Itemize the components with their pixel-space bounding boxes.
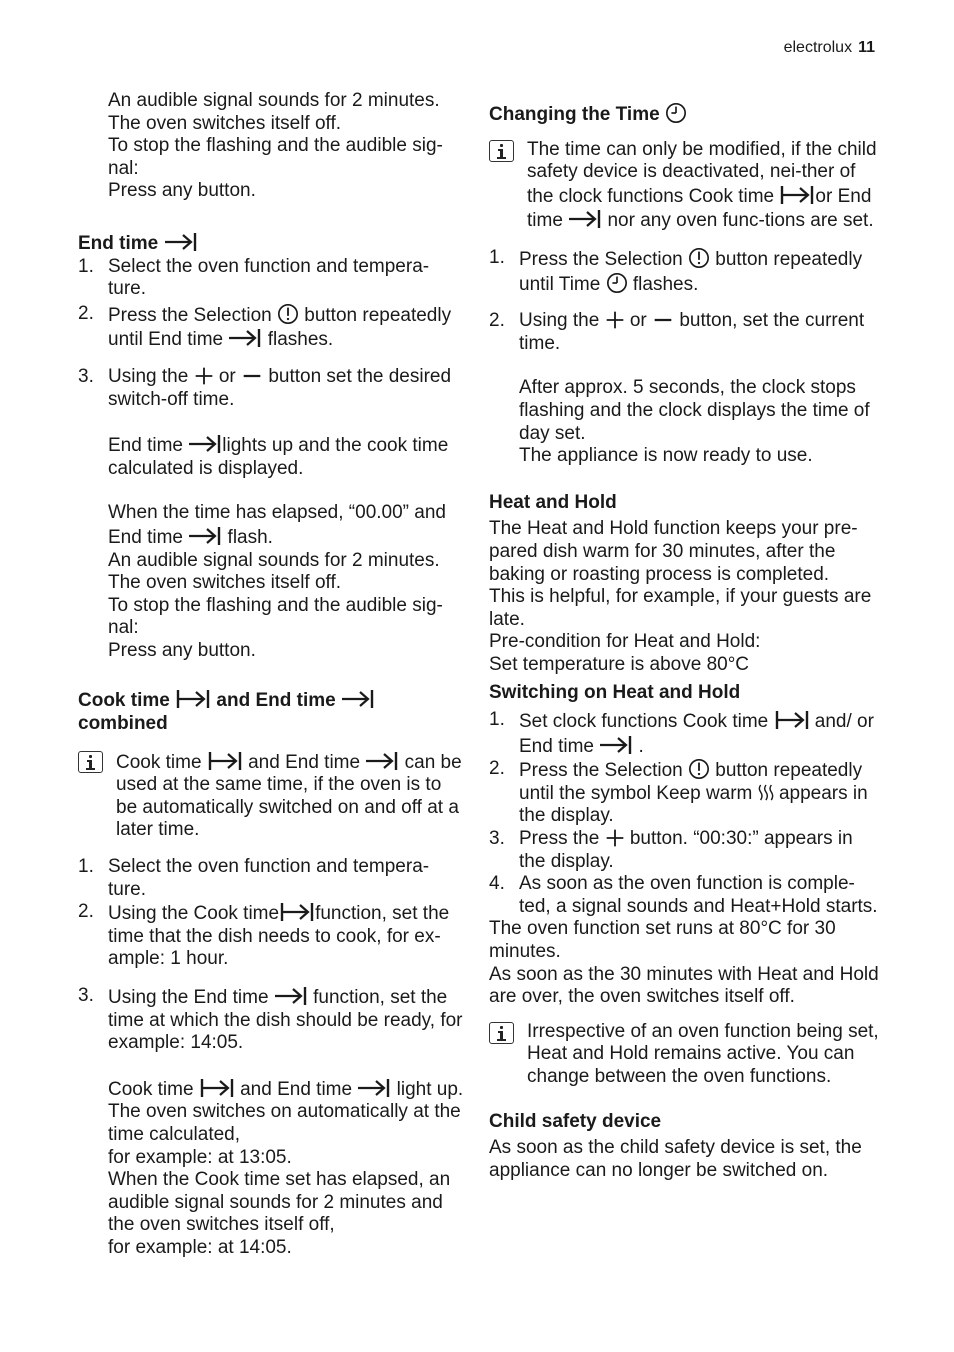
list-item: 2. Press the Selection button repeatedly until End time flashes. [78,302,452,351]
selection-icon [277,303,299,325]
cook-time-icon [774,709,810,731]
info-note: Irrespective of an oven function being set, Heat and Hold remains active. You can change between the oven functions. [489,1021,879,1089]
list-item: 2. Using the Cook time function, set the time that the dish needs to cook, for ex-ample: 1 hour. [78,901,450,970]
list-item: 4. As soon as the oven function is comple-ted, a signal sounds and Heat+Hold starts. [489,873,878,917]
list-item: 1. Select the oven function and tempera-ture. [78,856,430,900]
paragraph: An audible signal sounds for 2 minutes. [108,549,440,571]
section-heading-switching: Switching on Heat and Hold [489,682,741,704]
clock-icon [665,102,687,124]
brand-name: electrolux [783,39,853,56]
end-time-icon [188,525,222,547]
section-heading-end-time: End time [78,231,466,256]
minus-icon [241,366,263,386]
info-note: Cook time and End time can be used at the same time, if the oven is to be automatically switched on and off at a later time. [78,750,466,842]
paragraph: The oven switches on automatically at the time calculated, [108,1101,461,1145]
paragraph: When the Cook time set has elapsed, an audible signal sounds for 2 minutes and the oven switches itself off, [108,1169,451,1236]
paragraph-group [489,377,879,467]
end-time-icon [365,750,399,772]
paragraph: Set temperature is above 80°C [489,653,750,675]
list-item: 2. Press the Selection button repeatedly until the symbol Keep warm appears in the display. [489,758,868,827]
section-heading-combined: Cook time and End time combined [78,688,466,735]
end-time-icon [274,985,308,1007]
minus-icon [652,310,674,330]
end-time-icon [188,433,222,455]
section-heading-child-safety: Child safety device [489,1110,662,1132]
info-icon [489,140,514,162]
end-time-icon [599,734,633,756]
paragraph: To stop the flashing and the audible sig-nal: [108,135,443,179]
list-item: 3. Using the End time function, set the time at which the dish should be ready, for example: 14:05. [78,985,463,1054]
cook-time-icon [279,901,315,923]
paragraph: The Heat and Hold function keeps your pre-pared dish warm for 30 minutes, after the baking or roasting process is completed. [489,518,858,585]
right-column [489,102,879,1182]
end-time-icon [228,327,262,349]
list-item: 1. Set clock functions Cook time and/ or End time . [489,709,874,757]
page-header [784,37,875,60]
clock-icon [606,272,628,294]
cook-time-icon [779,184,815,206]
list-item: 2. Using the or button, set the current time. [489,310,865,354]
cook-time-icon [175,688,211,710]
left-column [78,90,466,1260]
paragraph: Cook time and End time light up. [108,1078,464,1100]
cook-time-icon [199,1077,235,1099]
section-heading-heat-hold: Heat and Hold [489,491,617,513]
list-item: 3. Press the button. “00:30:” appears in the display. [489,828,853,872]
list-item: 3. Using the or button set the desired switch-off time. [78,365,452,410]
selection-icon [688,758,710,780]
paragraph: After approx. 5 seconds, the clock stops flashing and the clock displays the time of day set. [519,377,870,444]
selection-icon [688,247,710,269]
intro-text [78,90,466,203]
paragraph: This is helpful, for example, if your guests are late. [489,586,872,630]
paragraph: As soon as the child safety device is set, the appliance can no longer be switched on. [489,1137,862,1181]
plus-icon [605,310,625,330]
paragraph: Press any button. [108,180,256,202]
page-number: 11 [858,39,875,56]
paragraph: The oven switches itself off. [108,572,342,594]
paragraph: Press any button. [108,639,256,661]
paragraph: Pre-condition for Heat and Hold: [489,631,761,653]
paragraph: When the time has elapsed, “00.00” and End time flash. [108,502,446,548]
info-icon [78,751,103,773]
end-time-icon [341,688,375,710]
info-icon [489,1022,514,1044]
end-time-icon [164,231,198,253]
paragraph: The oven function set runs at 80°C for 30 minutes. [489,918,836,962]
paragraph-group [78,502,466,662]
keep-warm-icon [758,783,774,803]
paragraph: End time lights up and the cook time calculated is displayed. [108,435,449,479]
list-item: 1. Select the oven function and tempera-ture. [78,255,430,300]
end-time-icon [568,208,602,230]
paragraph: To stop the flashing and the audible sig-nal: [108,594,443,639]
paragraph: for example: at 13:05. [108,1146,292,1168]
paragraph: As soon as the 30 minutes with Heat and Hold are over, the oven switches itself off. [489,963,879,1008]
plus-icon [605,828,625,848]
info-note: The time can only be modified, if the child safety device is deactivated, nei-ther of the clock functions Cook time or End time nor any oven func-tions are set. [489,139,879,233]
paragraph: for example: at 14:05. [108,1236,292,1258]
paragraph-group [78,1077,466,1260]
paragraph: An audible signal sounds for 2 minutes. [108,90,440,111]
paragraph: The appliance is now ready to use. [519,445,813,467]
plus-icon [194,366,214,386]
list-item: 1. Press the Selection button repeatedly until Time flashes. [489,246,863,295]
end-time-icon [357,1077,391,1099]
section-heading-changing-time: Changing the Time [489,102,879,127]
paragraph: The oven switches itself off. [108,112,342,134]
cook-time-icon [207,750,243,772]
